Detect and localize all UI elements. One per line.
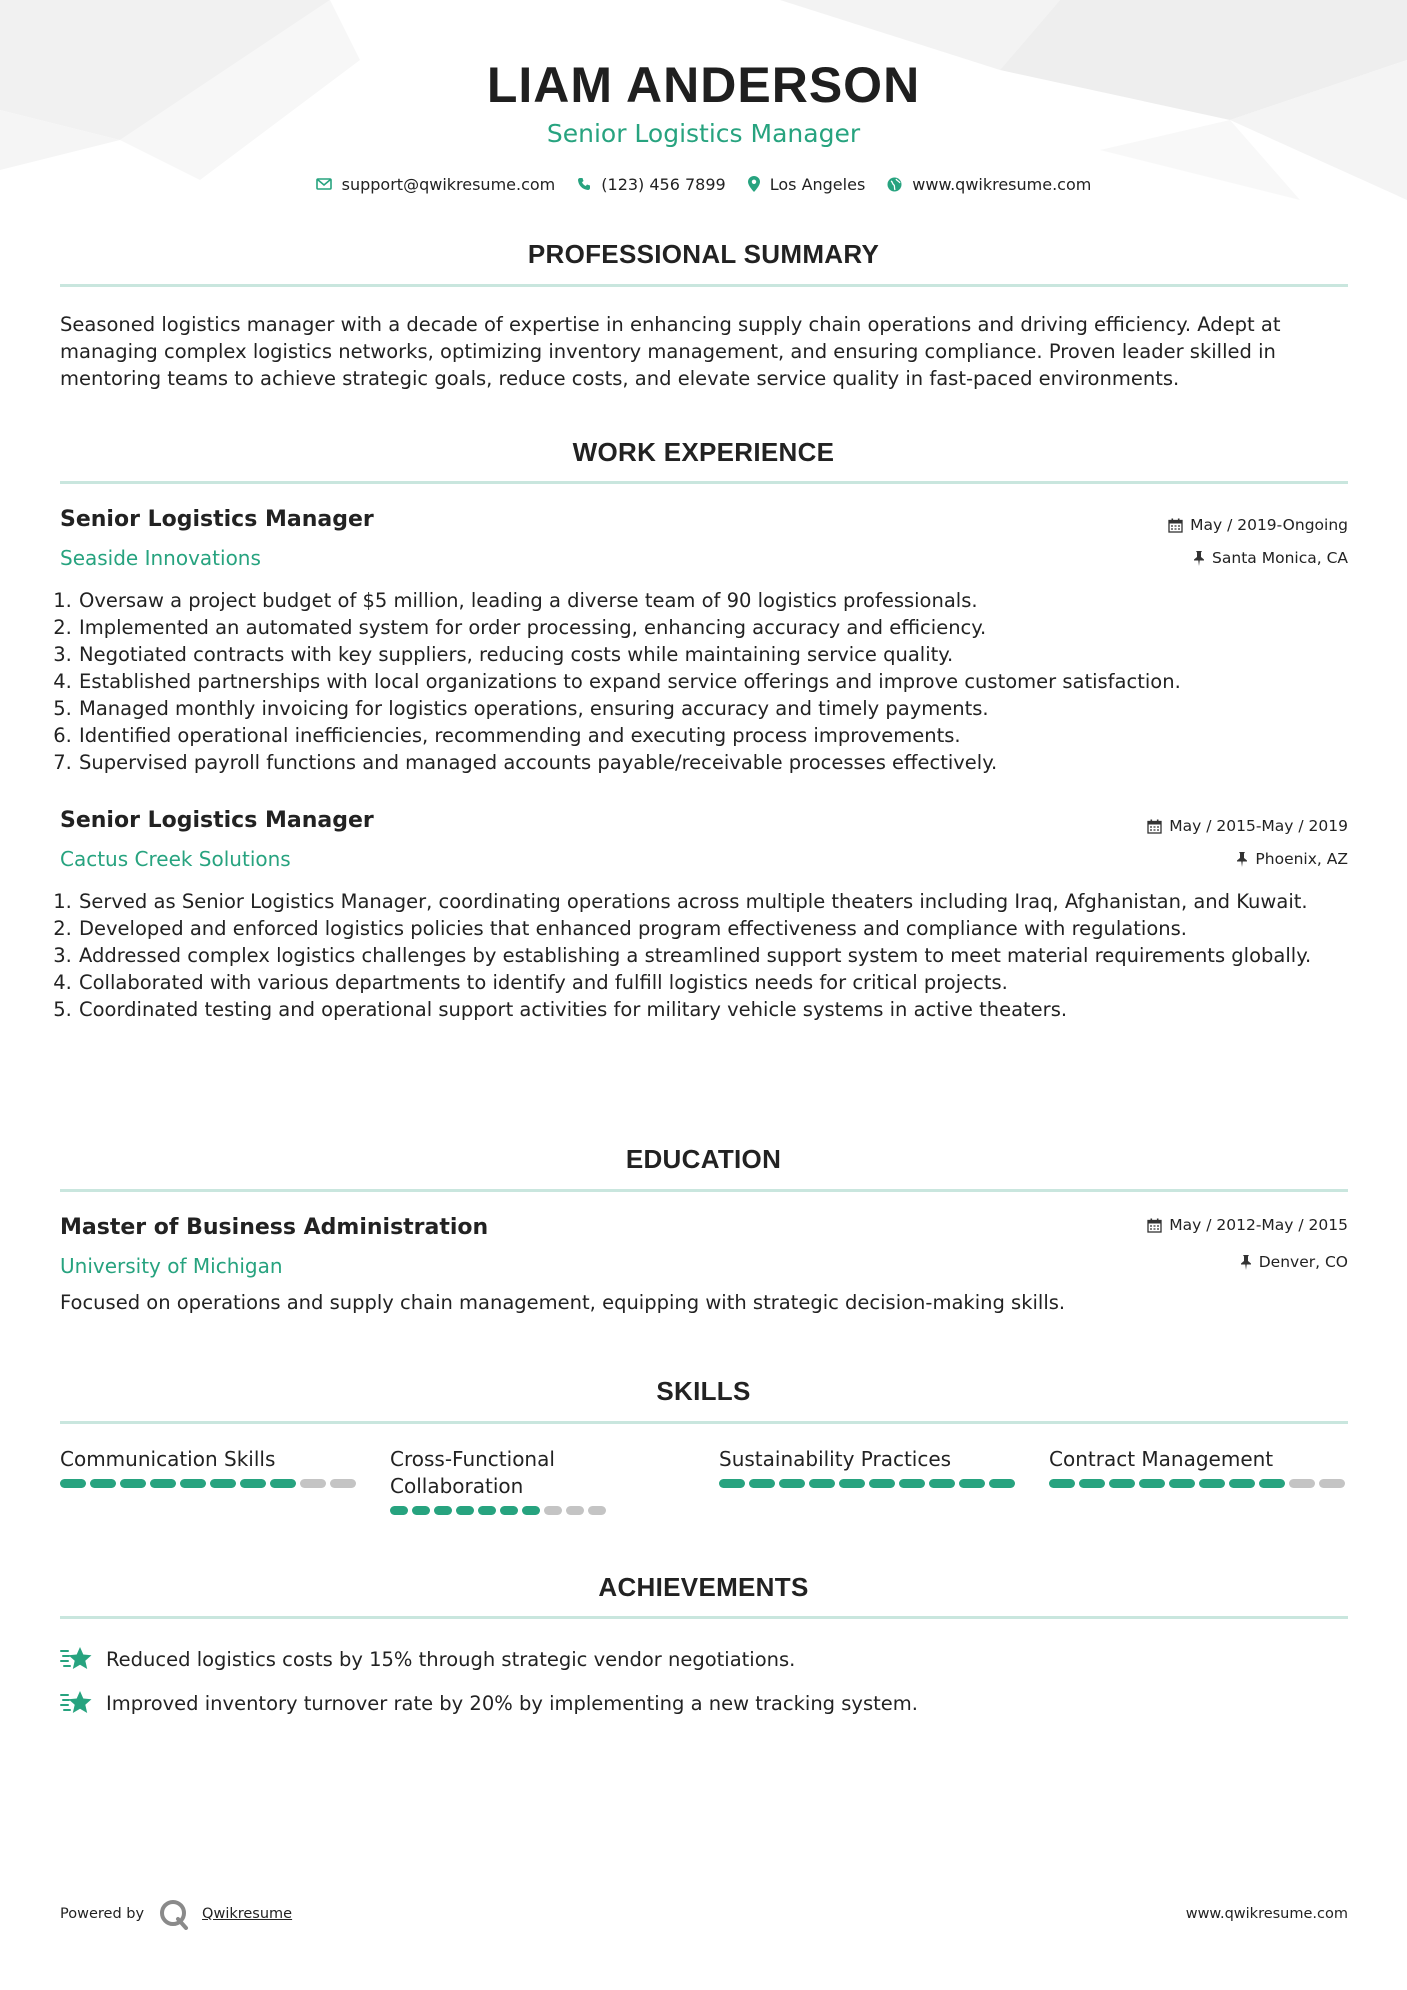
- skill-level-segment-filled: [240, 1479, 266, 1488]
- footer-website[interactable]: www.qwikresume.com: [1185, 1906, 1348, 1922]
- skill-level-segment-filled: [1259, 1479, 1285, 1488]
- skill-level-segment-filled: [869, 1479, 895, 1488]
- skill-level-segment-empty: [588, 1506, 606, 1515]
- skill-level-segment-filled: [1079, 1479, 1105, 1488]
- candidate-name: LIAM ANDERSON: [486, 57, 921, 113]
- achievement-text: Reduced logistics costs by 15% through strategic vendor negotiations.: [106, 1647, 796, 1671]
- skill-level-segment-empty: [300, 1479, 326, 1488]
- experience-heading: WORK EXPERIENCE: [572, 437, 835, 467]
- job-1-duty: 3. Negotiated contracts with key suppliers, reducing costs while maintaining service quality.: [78, 641, 1328, 668]
- skill-item: [390, 1446, 610, 1515]
- skill-level-segment-empty: [544, 1506, 562, 1515]
- skill-level-segment-empty: [566, 1506, 584, 1515]
- experience-divider: [60, 481, 1348, 484]
- skill-name: Cross-Functional Collaboration: [390, 1447, 555, 1498]
- skill-level-segment-empty: [1289, 1479, 1315, 1488]
- contact-email[interactable]: [316, 175, 556, 194]
- job-1-location-text: Santa Monica, CA: [1212, 549, 1348, 567]
- achievements-divider: [60, 1616, 1348, 1619]
- skill-level-segment-filled: [989, 1479, 1015, 1488]
- job-1-title: Senior Logistics Manager: [60, 507, 374, 532]
- powered-by-label: Powered by: [60, 1906, 145, 1922]
- skill-level-segment-filled: [1139, 1479, 1165, 1488]
- star-icon: [60, 1645, 93, 1673]
- skill-level-segment-filled: [959, 1479, 985, 1488]
- skill-level-segment-filled: [899, 1479, 925, 1488]
- education-dates-text: May / 2012-May / 2015: [1169, 1216, 1348, 1234]
- contact-website[interactable]: [887, 175, 1091, 194]
- skill-item: [1049, 1446, 1349, 1488]
- contact-location-text: Los Angeles: [769, 174, 866, 194]
- skills-divider: [60, 1421, 1348, 1424]
- resume-header: [0, 58, 1407, 148]
- summary-divider: [60, 284, 1348, 287]
- job-2-duty: 1. Served as Senior Logistics Manager, coordinating operations across multiple theaters including Iraq, Afghanistan, and Kuwait.: [78, 888, 1328, 915]
- job-2-duty: 2. Developed and enforced logistics policies that enhanced program effectiveness and compliance with regulations.: [78, 915, 1328, 942]
- education-divider: [60, 1189, 1348, 1192]
- skill-level-bar: [1049, 1479, 1349, 1488]
- summary-heading: PROFESSIONAL SUMMARY: [527, 239, 880, 269]
- skill-level-segment-filled: [1109, 1479, 1135, 1488]
- skill-level-segment-filled: [839, 1479, 865, 1488]
- skill-level-segment-filled: [500, 1506, 518, 1515]
- job-2-duties: [60, 888, 1328, 1023]
- contact-bar: [0, 172, 1407, 196]
- skill-level-segment-filled: [60, 1479, 86, 1488]
- skill-level-segment-filled: [120, 1479, 146, 1488]
- achievement-item: [60, 1645, 795, 1673]
- skill-level-segment-filled: [719, 1479, 745, 1488]
- job-1-location: [1193, 549, 1348, 567]
- skill-level-bar: [60, 1479, 360, 1488]
- pushpin-icon: [1193, 551, 1205, 566]
- star-icon: [60, 1689, 93, 1717]
- candidate-title: Senior Logistics Manager: [546, 119, 861, 148]
- contact-phone-text: (123) 456 7899: [601, 174, 726, 194]
- skill-level-segment-filled: [412, 1506, 430, 1515]
- calendar-icon: [1147, 1218, 1162, 1233]
- job-2-location: [1236, 850, 1348, 868]
- pushpin-icon: [1240, 1255, 1252, 1270]
- job-2-dates: [1147, 817, 1348, 835]
- job-1-duties: [60, 587, 1328, 776]
- education-location-text: Denver, CO: [1258, 1253, 1348, 1271]
- skill-item: [60, 1446, 360, 1488]
- achievement-item: [60, 1689, 918, 1717]
- contact-location: [748, 175, 866, 194]
- calendar-icon: [1147, 819, 1162, 834]
- job-1-company: Seaside Innovations: [60, 546, 261, 570]
- skills-heading: SKILLS: [656, 1376, 751, 1406]
- contact-phone[interactable]: [577, 175, 725, 194]
- education-heading: EDUCATION: [625, 1144, 782, 1174]
- job-1-duty: 6. Identified operational inefficiencies, recommending and executing process improvements.: [78, 722, 1328, 749]
- skill-level-segment-filled: [456, 1506, 474, 1515]
- skill-level-segment-filled: [749, 1479, 775, 1488]
- skill-level-segment-filled: [1049, 1479, 1075, 1488]
- skill-level-segment-filled: [390, 1506, 408, 1515]
- education-degree: Master of Business Administration: [60, 1215, 489, 1240]
- skill-name: Contract Management: [1049, 1447, 1274, 1471]
- education-school: University of Michigan: [60, 1254, 283, 1278]
- skill-level-segment-filled: [522, 1506, 540, 1515]
- job-2-company: Cactus Creek Solutions: [60, 847, 291, 871]
- education-dates: [1147, 1216, 1348, 1234]
- education-description: Focused on operations and supply chain management, equipping with strategic decision-making skills.: [60, 1291, 1066, 1314]
- job-2-duty: 4. Collaborated with various departments to identify and fulfill logistics needs for critical projects.: [78, 969, 1328, 996]
- skill-level-segment-filled: [150, 1479, 176, 1488]
- pushpin-icon: [1236, 852, 1248, 867]
- job-2-dates-text: May / 2015-May / 2019: [1169, 817, 1348, 835]
- envelope-icon: [316, 178, 332, 190]
- skill-level-segment-filled: [180, 1479, 206, 1488]
- skill-level-segment-filled: [210, 1479, 236, 1488]
- skill-level-segment-filled: [929, 1479, 955, 1488]
- skill-level-segment-filled: [1169, 1479, 1195, 1488]
- globe-icon: [887, 177, 902, 192]
- skill-level-segment-filled: [1199, 1479, 1225, 1488]
- skill-level-segment-filled: [1229, 1479, 1255, 1488]
- job-2-location-text: Phoenix, AZ: [1255, 850, 1348, 868]
- skill-level-segment-filled: [434, 1506, 452, 1515]
- skill-level-segment-filled: [478, 1506, 496, 1515]
- job-1-duty: 1. Oversaw a project budget of $5 million, leading a diverse team of 90 logistics professionals.: [78, 587, 1328, 614]
- job-2-title: Senior Logistics Manager: [60, 808, 374, 833]
- job-1-dates: [1168, 516, 1348, 534]
- contact-website-text: www.qwikresume.com: [912, 174, 1092, 194]
- skill-level-segment-filled: [90, 1479, 116, 1488]
- job-2-duty: 3. Addressed complex logistics challenges by establishing a streamlined support system to meet material requirements globally.: [78, 942, 1328, 969]
- job-1-dates-text: May / 2019-Ongoing: [1190, 516, 1348, 534]
- education-location: [1240, 1253, 1348, 1271]
- skill-level-segment-empty: [330, 1479, 356, 1488]
- job-1-duty: 5. Managed monthly invoicing for logistics operations, ensuring accuracy and timely payments.: [78, 695, 1328, 722]
- skill-level-segment-empty: [1319, 1479, 1345, 1488]
- skill-item: [719, 1446, 1019, 1488]
- achievements-heading: ACHIEVEMENTS: [598, 1572, 809, 1602]
- skill-level-bar: [390, 1506, 610, 1515]
- summary-text: Seasoned logistics manager with a decade of expertise in enhancing supply chain operations and driving efficiency. Adept at managing complex logistics networks, optimizing inventory management, and ensuring compliance. Proven leader skilled in mentoring teams to achieve strategic goals, reduce costs, and elevate service quality in fast-paced environments.: [60, 313, 1281, 390]
- job-1-duty: 7. Supervised payroll functions and managed accounts payable/receivable processes effectively.: [78, 749, 1328, 776]
- footer-powered-by: [60, 1898, 292, 1930]
- job-2-duty: 5. Coordinated testing and operational support activities for military vehicle systems in active theaters.: [78, 996, 1328, 1023]
- job-1-duty: 2. Implemented an automated system for order processing, enhancing accuracy and efficiency.: [78, 614, 1328, 641]
- skill-name: Sustainability Practices: [719, 1447, 952, 1471]
- phone-icon: [577, 177, 591, 191]
- skill-level-segment-filled: [270, 1479, 296, 1488]
- qwikresume-link[interactable]: Qwikresume: [202, 1906, 293, 1922]
- achievement-text: Improved inventory turnover rate by 20% by implementing a new tracking system.: [106, 1691, 918, 1715]
- job-1-duty: 4. Established partnerships with local organizations to expand service offerings and improve customer satisfaction.: [78, 668, 1328, 695]
- contact-email-text: support@qwikresume.com: [341, 174, 556, 194]
- skill-name: Communication Skills: [60, 1447, 276, 1471]
- map-pin-icon: [748, 176, 760, 192]
- skill-level-segment-filled: [809, 1479, 835, 1488]
- calendar-icon: [1168, 518, 1183, 533]
- skill-level-segment-filled: [779, 1479, 805, 1488]
- qwikresume-logo-icon: [158, 1898, 190, 1930]
- skill-level-bar: [719, 1479, 1019, 1488]
